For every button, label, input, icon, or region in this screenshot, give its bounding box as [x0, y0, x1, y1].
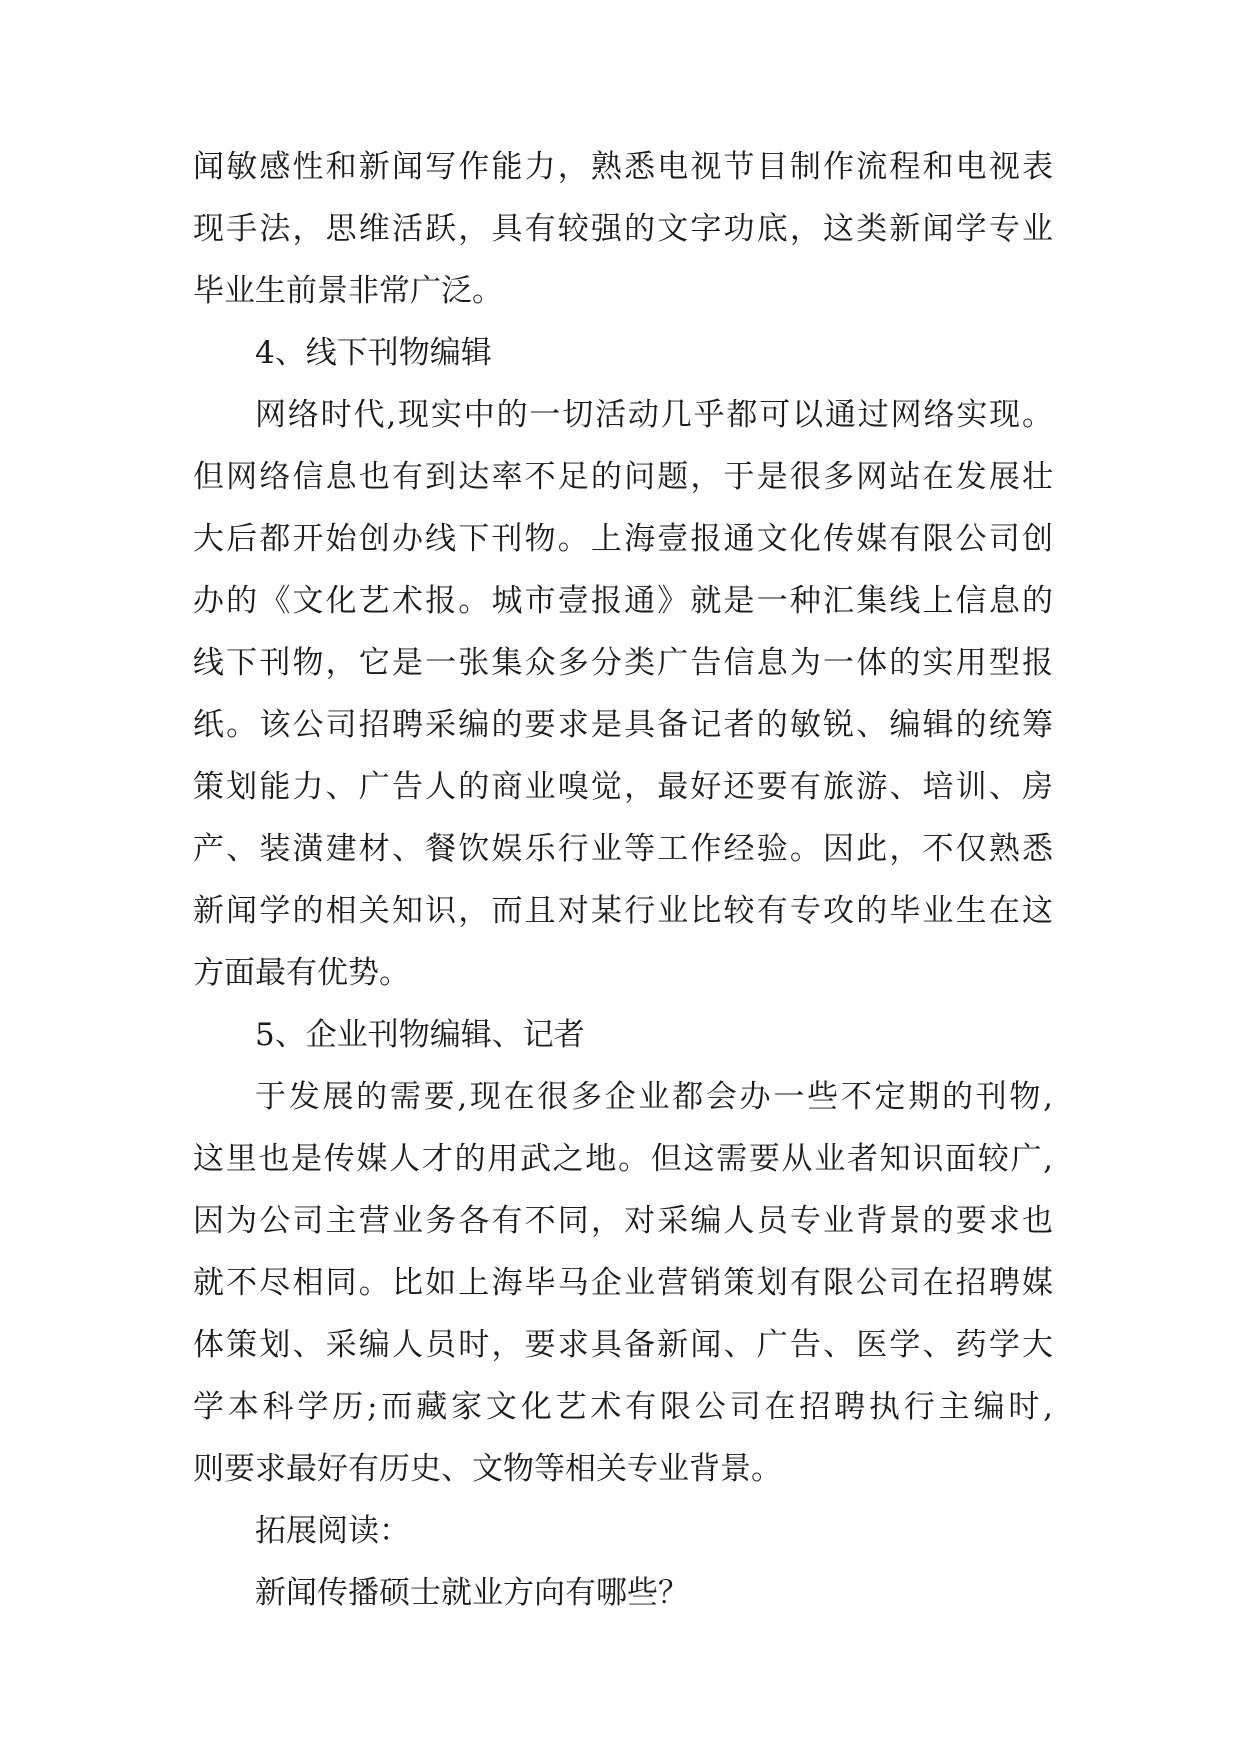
paragraph-line: 因为公司主营业务各有不同，对采编人员专业背景的要求也 [193, 1203, 1053, 1239]
extended-reading-label: 拓展阅读： [255, 1513, 410, 1549]
paragraph-line: 闻敏感性和新闻写作能力，熟悉电视节目制作流程和电视表 [193, 149, 1053, 185]
paragraph-line: 这里也是传媒人才的用武之地。但这需要从业者知识面较广, [193, 1141, 1053, 1177]
section-heading: 5、企业刊物编辑、记者 [255, 1017, 585, 1053]
paragraph-line: 方面最有优势。 [193, 955, 410, 991]
section-heading: 4、线下刊物编辑 [255, 335, 492, 371]
paragraph-line: 现手法，思维活跃，具有较强的文字功底，这类新闻学专业 [193, 211, 1053, 247]
paragraph-line: 线下刊物，它是一张集众多分类广告信息为一体的实用型报 [193, 645, 1053, 681]
paragraph-line: 学本科学历;而藏家文化艺术有限公司在招聘执行主编时, [193, 1389, 1053, 1425]
paragraph-line: 办的《文化艺术报。城市壹报通》就是一种汇集线上信息的 [193, 583, 1053, 619]
paragraph-line: 于发展的需要,现在很多企业都会办一些不定期的刊物, [255, 1079, 1053, 1115]
paragraph-line: 策划能力、广告人的商业嗅觉，最好还要有旅游、培训、房 [193, 769, 1053, 805]
paragraph-line: 纸。该公司招聘采编的要求是具备记者的敏锐、编辑的统筹 [193, 707, 1053, 743]
paragraph-line: 但网络信息也有到达率不足的问题，于是很多网站在发展壮 [193, 459, 1053, 495]
paragraph-line: 就不尽相同。比如上海毕马企业营销策划有限公司在招聘媒 [193, 1265, 1053, 1301]
paragraph-line: 网络时代,现实中的一切活动几乎都可以通过网络实现。 [255, 397, 1053, 433]
paragraph-line: 毕业生前景非常广泛。 [193, 273, 503, 309]
paragraph-line: 产、装潢建材、餐饮娱乐行业等工作经验。因此，不仅熟悉 [193, 831, 1053, 867]
paragraph-line: 新闻学的相关知识，而且对某行业比较有专攻的毕业生在这 [193, 893, 1053, 929]
paragraph-line: 大后都开始创办线下刊物。上海壹报通文化传媒有限公司创 [193, 521, 1053, 557]
paragraph-line: 体策划、采编人员时，要求具备新闻、广告、医学、药学大 [193, 1327, 1053, 1363]
paragraph-line: 则要求最好有历史、文物等相关专业背景。 [193, 1451, 782, 1487]
extended-reading-link[interactable]: 新闻传播硕士就业方向有哪些？ [255, 1575, 689, 1611]
